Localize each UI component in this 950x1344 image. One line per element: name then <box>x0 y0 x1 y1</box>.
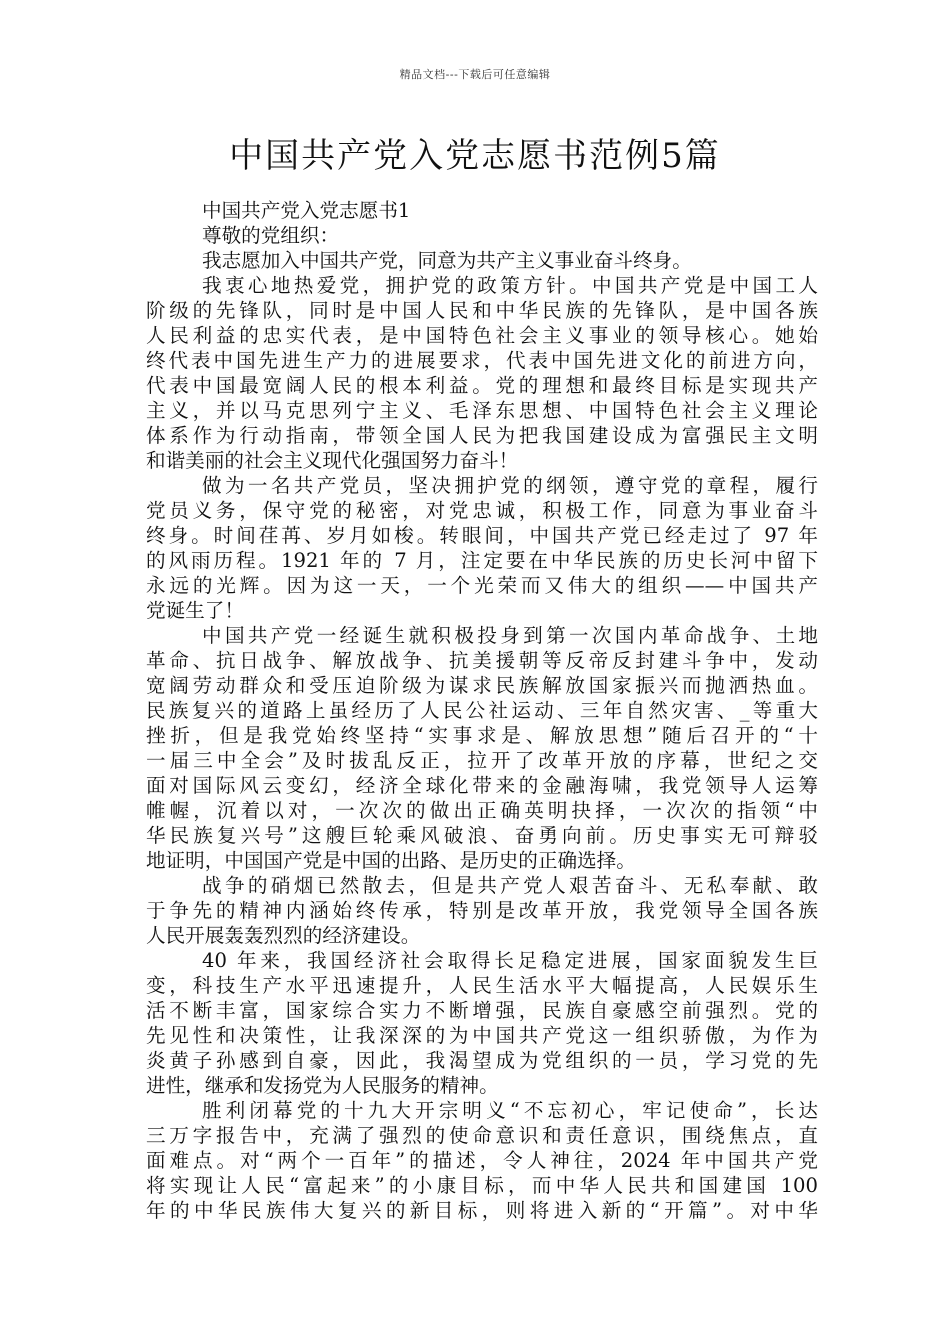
text-line: 宽阔劳动群众和受压迫阶级为谋求民族解放国家振兴而抛洒热血。 <box>146 674 818 697</box>
text-line: 革命、抗日战争、解放战争、抗美援朝等反帝反封建斗争中，发动 <box>146 649 818 672</box>
text-line: 和谐美丽的社会主义现代化强国努力奋斗！ <box>146 449 519 472</box>
text-line: 中国共产党一经诞生就积极投身到第一次国内革命战争、土地 <box>202 624 818 647</box>
text-line: 华民族复兴号”这艘巨轮乘风破浪、奋勇向前。历史事实无可辩驳 <box>146 824 818 847</box>
text-line: 炎黄子孙感到自豪，因此，我渴望成为党组织的一员，学习党的先 <box>146 1049 818 1072</box>
text-line: 体系作为行动指南，带领全国人民为把我国建设成为富强民主文明 <box>146 424 818 447</box>
text-line: 我衷心地热爱党，拥护党的政策方针。中国共产党是中国工人 <box>202 274 818 297</box>
text-line: 代表中国最宽阔人民的根本利益。党的理想和最终目标是实现共产 <box>146 374 818 397</box>
text-line: 面难点。对“两个一百年”的描述，令人神往，2024 年中国共产党 <box>146 1149 818 1172</box>
header-note: 精品文档---下载后可任意编辑 <box>399 68 551 81</box>
text-line: 党诞生了！ <box>146 599 244 622</box>
text-line: 民族复兴的道路上虽经历了人民公社运动、三年自然灾害、_等重大 <box>146 699 818 722</box>
text-line: 将实现让人民“富起来”的小康目标，而中华人民共和国建国 100 <box>146 1174 818 1197</box>
text-line: 的风雨历程。1921 年的 7 月，注定要在中华民族的历史长河中留下 <box>146 549 818 572</box>
document-title: 中国共产党入党志愿书范例5篇 <box>229 136 721 176</box>
text-line: 进性，继承和发扬党为人民服务的精神。 <box>146 1074 499 1097</box>
document-body <box>146 198 818 1223</box>
text-line: 活不断丰富，国家综合实力不断增强，民族自豪感空前强烈。党的 <box>146 999 818 1022</box>
text-line: 地证明，中国国产党是中国的出路、是历史的正确选择。 <box>146 849 636 872</box>
text-line: 帷幄，沉着以对，一次次的做出正确英明抉择，一次次的指领“中 <box>146 799 818 822</box>
text-line: 于争先的精神内涵始终传承，特别是改革开放，我党领导全国各族 <box>146 899 818 922</box>
text-line: 中国共产党入党志愿书1 <box>202 199 411 222</box>
text-line: 变，科技生产水平迅速提升，人民生活水平大幅提高，人民娱乐生 <box>146 974 818 997</box>
text-line: 战争的硝烟已然散去，但是共产党人艰苦奋斗、无私奉献、敢 <box>202 874 818 897</box>
text-line: 永远的光辉。因为这一天，一个光荣而又伟大的组织——中国共产 <box>146 574 818 597</box>
text-line: 年的中华民族伟大复兴的新目标，则将进入新的“开篇”。对中华 <box>146 1199 818 1222</box>
text-line: 终代表中国先进生产力的进展要求，代表中国先进文化的前进方向， <box>146 349 818 372</box>
text-line: 40 年来，我国经济社会取得长足稳定进展，国家面貌发生巨 <box>202 949 818 972</box>
text-line: 胜利闭幕党的十九大开宗明义“不忘初心，牢记使命”，长达 <box>202 1099 818 1122</box>
text-line: 阶级的先锋队，同时是中国人民和中华民族的先锋队，是中国各族 <box>146 299 818 322</box>
text-line: 终身。时间荏苒、岁月如梭。转眼间，中国共产党已经走过了 97 年 <box>146 524 818 547</box>
text-line: 一届三中全会”及时拔乱反正，拉开了改革开放的序幕，世纪之交 <box>146 749 818 772</box>
text-line: 人民开展轰轰烈烈的经济建设。 <box>146 924 421 947</box>
text-line: 三万字报告中，充满了强烈的使命意识和责任意识，围绕焦点，直 <box>146 1124 818 1147</box>
text-line: 面对国际风云变幻，经济全球化带来的金融海啸，我党领导人运筹 <box>146 774 818 797</box>
text-line: 尊敬的党组织： <box>202 224 340 247</box>
text-line: 先见性和决策性，让我深深的为中国共产党这一组织骄傲，为作为 <box>146 1024 818 1047</box>
text-line: 主义，并以马克思列宁主义、毛泽东思想、中国特色社会主义理论 <box>146 399 818 422</box>
text-line: 党员义务，保守党的秘密，对党忠诚，积极工作，同意为事业奋斗 <box>146 499 818 522</box>
text-line: 我志愿加入中国共产党，同意为共产主义事业奋斗终身。 <box>202 249 692 272</box>
text-line: 挫折，但是我党始终坚持“实事求是、解放思想”随后召开的“十 <box>146 724 818 747</box>
text-line: 做为一名共产党员，坚决拥护党的纲领，遵守党的章程，履行 <box>202 474 818 497</box>
text-line: 人民利益的忠实代表，是中国特色社会主义事业的领导核心。她始 <box>146 324 818 347</box>
